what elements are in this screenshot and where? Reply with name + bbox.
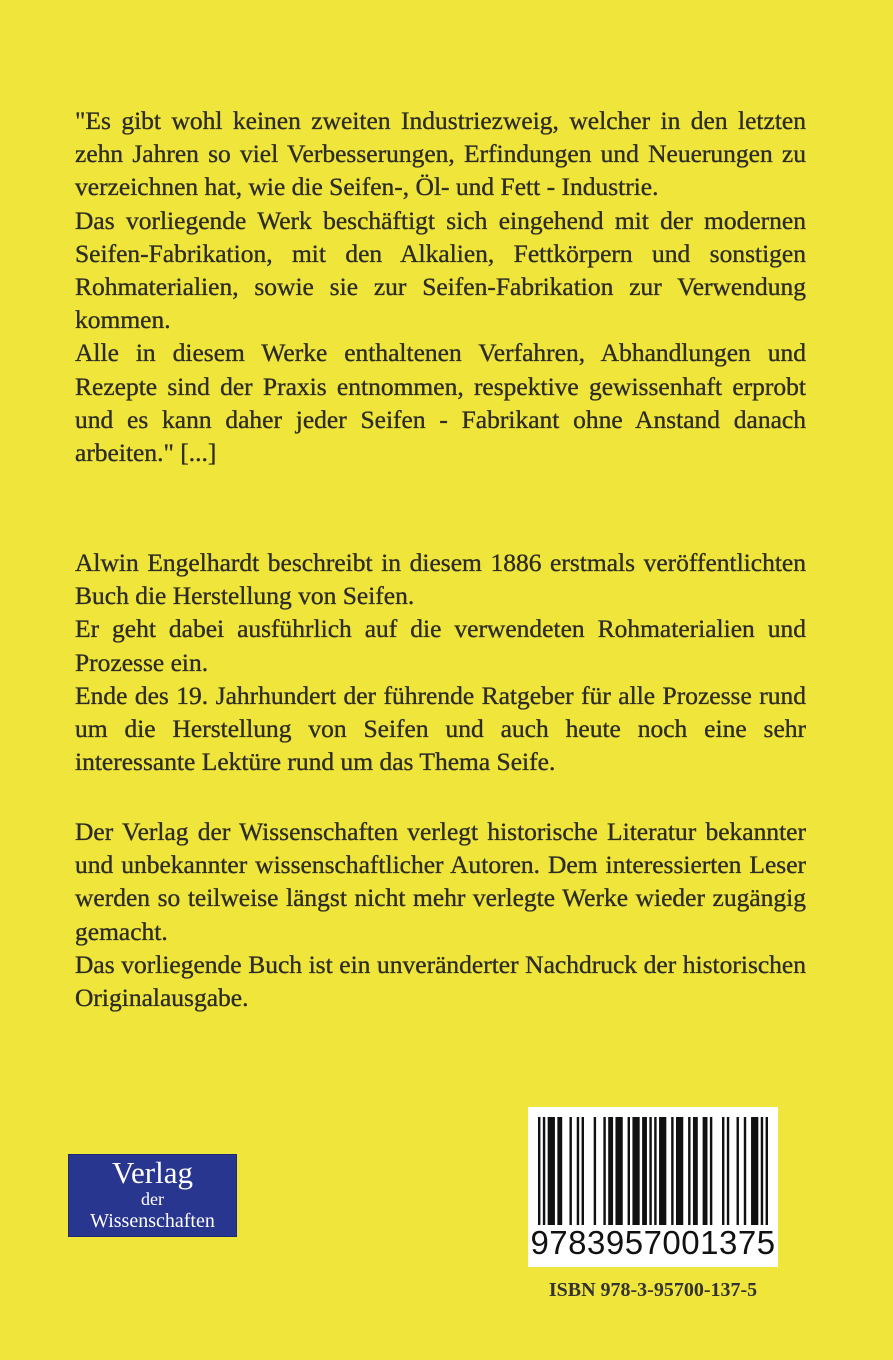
barcode-bar <box>603 1117 605 1225</box>
logo-line-verlag: Verlag <box>112 1155 193 1190</box>
barcode-bar <box>538 1117 540 1225</box>
barcode-bar <box>676 1117 683 1225</box>
publisher-note-block <box>75 815 806 1014</box>
barcode-bar <box>628 1117 630 1225</box>
barcode-bar <box>642 1117 647 1225</box>
barcode-bar <box>582 1117 584 1225</box>
barcode-bar <box>594 1117 596 1225</box>
barcode-bar <box>693 1117 698 1225</box>
barcode <box>528 1107 778 1267</box>
barcode-bar <box>659 1117 666 1225</box>
barcode-bar <box>608 1117 613 1225</box>
barcode-bar <box>688 1117 690 1225</box>
barcode-bar <box>671 1117 673 1225</box>
logo-line-der: der <box>141 1189 164 1209</box>
quote-block <box>75 104 806 469</box>
barcode-bar <box>751 1117 758 1225</box>
description-paragraph: Er geht dabei ausführlich auf die verwendeten Rohmaterialien und Prozesse ein. <box>75 614 806 677</box>
barcode-bar <box>737 1117 739 1225</box>
barcode-bar <box>615 1117 622 1225</box>
barcode-bar <box>577 1117 579 1225</box>
barcode-bar <box>548 1117 555 1225</box>
description-paragraph: Alwin Engelhardt beschreibt in diesem 1886 erstmals veröffentlichten Buch die Herstellung von Seifen. <box>75 548 806 611</box>
publisher-paragraph: Der Verlag der Wissenschaften verlegt historische Literatur bekannter und unbekannter wissenschaftlicher Autoren. Dem interessierten Leser werden so teilweise längst nicht mehr verlegte Werke wieder zugängig gemacht. <box>75 817 806 946</box>
barcode-bar <box>654 1117 656 1225</box>
barcode-bar <box>557 1117 562 1225</box>
publisher-logo <box>68 1154 237 1237</box>
publisher-paragraph: Das vorliegende Buch ist ein unveränderter Nachdruck der historischen Originalausgabe. <box>75 949 806 1013</box>
description-paragraph: Ende des 19. Jahrhundert der führende Ratgeber für alle Prozesse rund um die Herstellung von Seifen und auch heute noch eine sehr interessante Lektüre rund um das Thema Seife. <box>75 680 806 777</box>
barcode-bar <box>761 1117 763 1225</box>
logo-line-wissenschaften: Wissenschaften <box>90 1210 215 1232</box>
quote-paragraph: Das vorliegende Werk beschäftigt sich eingehend mit der modernen Seifen-Fabrikation, mit den Alkalien, Fettkörpern und sonstigen Rohmaterialien, sowie sie zur Seifen-Fabrikation zur Verwendung kommen. <box>75 205 806 335</box>
quote-paragraph: "Es gibt wohl keinen zweiten Industriezweig, welcher in den letzten zehn Jahren so viel Verbesserungen, Erfindungen und Neuerungen zu verzeichnen hat, wie die Seifen-, Öl- und Fett - Industrie. <box>75 106 806 202</box>
isbn-label: ISBN 978-3-95700-137-5 <box>548 1279 758 1301</box>
barcode-bar <box>632 1117 639 1225</box>
barcode-bar <box>649 1117 651 1225</box>
barcode-bar <box>722 1117 724 1225</box>
barcode-bar <box>703 1117 708 1225</box>
barcode-digits: 9783957001375 <box>530 1224 776 1261</box>
barcode-bar <box>710 1117 712 1225</box>
quote-paragraph: Alle in diesem Werke enthaltenen Verfahren, Abhandlungen und Rezepte sind der Praxis entnommen, respektive gewissenhaft erprobt und es kann daher jeder Seifen - Fabrikant ohne Anstand danach arbeiten." [...] <box>75 338 806 468</box>
book-description-block <box>75 546 806 778</box>
barcode-bar <box>766 1117 768 1225</box>
barcode-bars <box>538 1117 768 1225</box>
barcode-bar <box>727 1117 729 1225</box>
barcode-bar <box>744 1117 746 1225</box>
barcode-bar <box>569 1117 571 1225</box>
barcode-bar <box>543 1117 545 1225</box>
